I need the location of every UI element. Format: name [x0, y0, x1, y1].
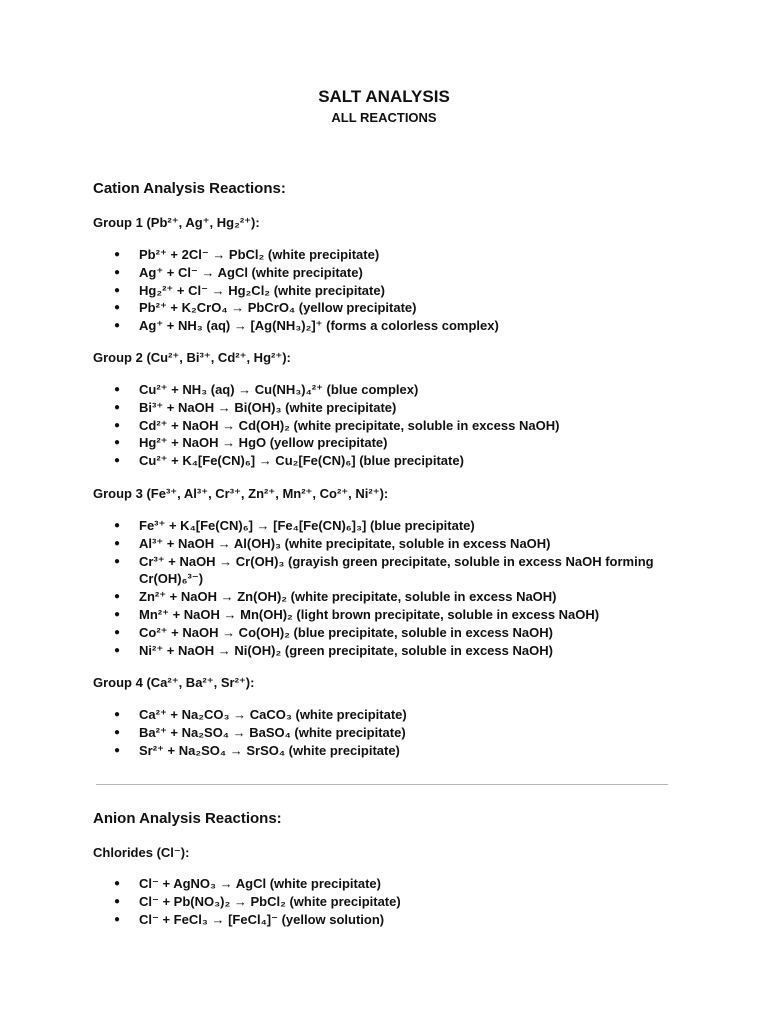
section-divider [96, 784, 668, 785]
list-item: ● Co²⁺ + NaOH → Co(OH)₂ (blue precipitate, soluble in excess NaOH) [93, 624, 693, 642]
list-item: ● Cl⁻ + FeCl₃ → [FeCl₄]⁻ (yellow solution) [93, 911, 693, 929]
list-item: ● Hg²⁺ + NaOH → HgO (yellow precipitate) [93, 434, 693, 452]
list-item: ● Bi³⁺ + NaOH → Bi(OH)₃ (white precipitate) [93, 399, 693, 417]
list-item: ● Ag⁺ + NH₃ (aq) → [Ag(NH₃)₂]⁺ (forms a colorless complex) [93, 317, 693, 335]
chlorides-list [93, 875, 693, 928]
list-item: ● Ni²⁺ + NaOH → Ni(OH)₂ (green precipitate, soluble in excess NaOH) [93, 642, 693, 660]
list-item: ● Sr²⁺ + Na₂SO₄ → SrSO₄ (white precipitate) [93, 742, 693, 760]
group-1-list [93, 246, 693, 335]
anion-section-heading: Anion Analysis Reactions: [93, 810, 282, 827]
group-2-list [93, 381, 693, 470]
list-item: ● Ca²⁺ + Na₂CO₃ → CaCO₃ (white precipitate) [93, 706, 693, 724]
group-3-list [93, 517, 693, 659]
list-item: ● Pb²⁺ + K₂CrO₄ → PbCrO₄ (yellow precipitate) [93, 299, 693, 317]
list-item: ● Cu²⁺ + K₄[Fe(CN)₆] → Cu₂[Fe(CN)₆] (blue precipitate) [93, 452, 693, 470]
cation-section-heading: Cation Analysis Reactions: [93, 180, 286, 197]
list-item: ● Zn²⁺ + NaOH → Zn(OH)₂ (white precipitate, soluble in excess NaOH) [93, 588, 693, 606]
list-item: ● Cr³⁺ + NaOH → Cr(OH)₃ (grayish green precipitate, soluble in excess NaOH forming Cr(OH)₆³⁻) [93, 553, 693, 589]
page-subtitle: ALL REACTIONS [331, 110, 437, 125]
group-4-heading: Group 4 (Ca²⁺, Ba²⁺, Sr²⁺): [93, 675, 255, 690]
chlorides-heading: Chlorides (Cl⁻): [93, 845, 190, 860]
group-1-heading: Group 1 (Pb²⁺, Ag⁺, Hg₂²⁺): [93, 215, 260, 230]
list-item: ● Al³⁺ + NaOH → Al(OH)₃ (white precipitate, soluble in excess NaOH) [93, 535, 693, 553]
list-item: ● Hg₂²⁺ + Cl⁻ → Hg₂Cl₂ (white precipitate) [93, 282, 693, 300]
group-2-heading: Group 2 (Cu²⁺, Bi³⁺, Cd²⁺, Hg²⁺): [93, 350, 291, 365]
group-3-heading: Group 3 (Fe³⁺, Al³⁺, Cr³⁺, Zn²⁺, Mn²⁺, Co²⁺, Ni²⁺): [93, 486, 389, 501]
group-4-list [93, 706, 693, 759]
list-item: ● Pb²⁺ + 2Cl⁻ → PbCl₂ (white precipitate) [93, 246, 693, 264]
list-item: ● Ba²⁺ + Na₂SO₄ → BaSO₄ (white precipitate) [93, 724, 693, 742]
list-item: ● Ag⁺ + Cl⁻ → AgCl (white precipitate) [93, 264, 693, 282]
list-item: ● Cl⁻ + Pb(NO₃)₂ → PbCl₂ (white precipitate) [93, 893, 693, 911]
list-item: ● Cu²⁺ + NH₃ (aq) → Cu(NH₃)₄²⁺ (blue complex) [93, 381, 693, 399]
list-item: ● Fe³⁺ + K₄[Fe(CN)₆] → [Fe₄[Fe(CN)₆]₃] (blue precipitate) [93, 517, 693, 535]
list-item: ● Cl⁻ + AgNO₃ → AgCl (white precipitate) [93, 875, 693, 893]
page-title: SALT ANALYSIS [318, 87, 450, 106]
list-item: ● Mn²⁺ + NaOH → Mn(OH)₂ (light brown precipitate, soluble in excess NaOH) [93, 606, 693, 624]
list-item: ● Cd²⁺ + NaOH → Cd(OH)₂ (white precipitate, soluble in excess NaOH) [93, 417, 693, 435]
